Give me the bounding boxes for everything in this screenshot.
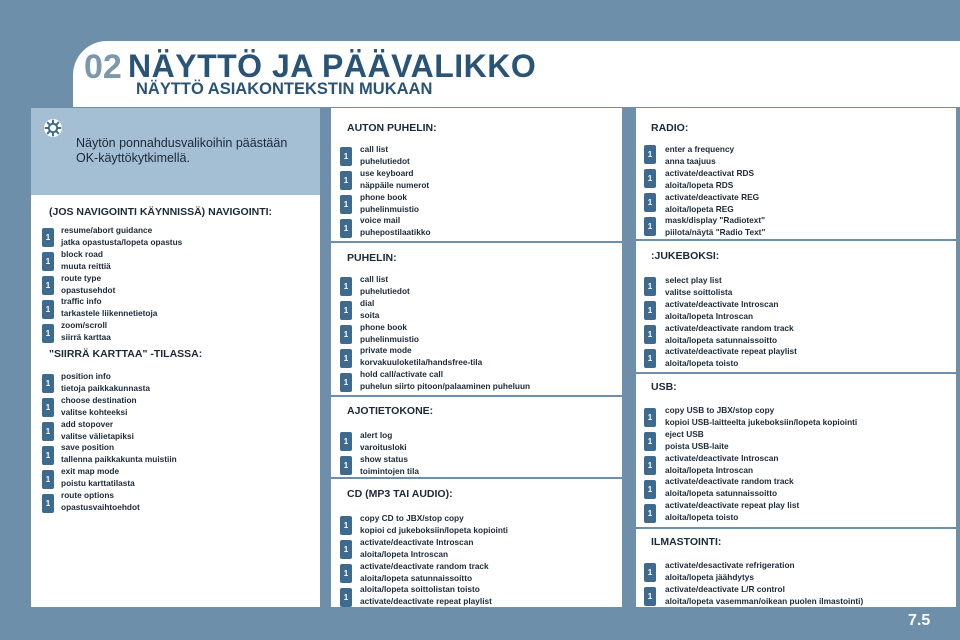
badge: 1 [42, 494, 54, 513]
badge: 1 [340, 432, 352, 451]
list-item: choose destination [61, 394, 137, 405]
badge: 1 [42, 276, 54, 295]
list-item: puhelun siirto pitoon/palaaminen puheluun [360, 381, 531, 392]
badge: 1 [644, 587, 656, 606]
list-item: aloita/lopeta REG [665, 203, 734, 214]
list-item: puhelinmuistio [360, 203, 419, 214]
list-item: add stopover [61, 418, 114, 429]
badge: 1 [340, 373, 352, 392]
list-item: traffic info [61, 296, 102, 307]
chapter-number: 02 [84, 48, 122, 86]
list-item: route options [61, 490, 115, 501]
list-item: jatka opastusta/lopeta opastus [61, 236, 183, 247]
list-item: puhepostilaatikko [360, 227, 431, 238]
list-item: aloita/lopeta Introscan [360, 548, 449, 559]
badge: 1 [340, 588, 352, 607]
section-title-jukebox: :JUKEBOKSI: [651, 250, 720, 262]
list-item: activate/deactivate repeat playlist [360, 596, 492, 607]
badge: 1 [340, 349, 352, 368]
list-item: toimintojen tila [360, 465, 419, 476]
badge: 1 [644, 504, 656, 523]
badge: 1 [644, 145, 656, 164]
section-title-phone: PUHELIN: [347, 252, 397, 264]
list-item: muuta reittiä [61, 260, 111, 271]
badge: 1 [340, 171, 352, 190]
badge: 1 [644, 480, 656, 499]
list-item: aloita/lopeta toisto [665, 512, 739, 523]
list-item: puhelutiedot [360, 285, 410, 296]
list-climate [665, 560, 863, 608]
list-item: private mode [360, 345, 412, 356]
list-item: anna taajuus [665, 155, 716, 166]
section-title-usb: USB: [651, 381, 677, 393]
badge: 1 [340, 195, 352, 214]
list-item: eject USB [665, 428, 704, 439]
column-navigation [31, 108, 320, 607]
badge: 1 [644, 277, 656, 296]
list-item: zoom/scroll [61, 320, 108, 331]
section-title-navigation: (JOS NAVIGOINTI KÄYNNISSÄ) NAVIGOINTI: [49, 206, 273, 218]
list-item: tietoja paikkakunnasta [61, 382, 150, 393]
badge: 1 [340, 219, 352, 238]
list-item: aloita/lopeta satunnaissoitto [665, 488, 778, 499]
badge: 1 [644, 349, 656, 368]
badge: 1 [644, 217, 656, 236]
page-number: 7.5 [908, 612, 931, 629]
list-item: exit map mode [61, 466, 120, 477]
list-item: aloita/lopeta soittolistan toisto [360, 584, 480, 595]
list-item: puhelinmuistio [360, 333, 419, 344]
divider [636, 527, 956, 529]
list-item: puhelutiedot [360, 155, 410, 166]
divider [331, 395, 622, 397]
list-item: select play list [665, 275, 722, 285]
badge: 1 [644, 408, 656, 427]
list-car-phone [360, 144, 431, 239]
page-subtitle: NÄYTTÖ ASIAKONTEKSTIN MUKAAN [136, 80, 433, 98]
section-title-car-phone: AUTON PUHELIN: [347, 122, 437, 134]
list-item: activate/deactivate REG [665, 191, 760, 202]
badge: 1 [42, 228, 54, 247]
badge: 1 [42, 374, 54, 393]
badge: 1 [340, 564, 352, 583]
list-item: tarkastele liikennetietoja [61, 308, 158, 319]
list-item: resume/abort guidance [61, 225, 153, 235]
list-item: opastusehdot [61, 284, 116, 295]
divider [636, 372, 956, 374]
info-line-1: Näytön ponnahdusvalikoihin päästään [76, 136, 288, 150]
badge: 1 [644, 563, 656, 582]
badge: 1 [644, 456, 656, 475]
section-title-trip-computer: AJOTIETOKONE: [347, 405, 434, 417]
list-item: aloita/lopeta toisto [665, 358, 739, 369]
list-phone [360, 274, 530, 393]
list-item: valitse kohteeksi [61, 406, 128, 417]
gear-icon [43, 118, 63, 138]
list-trip-computer [360, 430, 419, 478]
column-phone-media [331, 108, 622, 607]
list-item: copy USB to JBX/stop copy [665, 405, 775, 415]
list-item: piilota/näytä "Radio Text" [665, 227, 766, 238]
badge: 1 [340, 147, 352, 166]
divider [636, 239, 956, 241]
list-item: kopioi USB-laitteelta jukeboksiin/lopeta kopiointi [665, 416, 858, 427]
list-item: activate/deactivate L/R control [665, 583, 785, 594]
badge: 1 [340, 301, 352, 320]
list-item: activate/deactivate Introscan [665, 452, 779, 463]
list-item: aloita/lopeta vasemman/oikean puolen ilmastointi) [665, 595, 864, 606]
badge: 1 [644, 432, 656, 451]
list-item: näppäile numerot [360, 179, 430, 190]
badge: 1 [644, 325, 656, 344]
list-navigation [61, 225, 182, 344]
divider [331, 241, 622, 243]
list-item: alert log [360, 430, 393, 440]
list-item: hold call/activate call [360, 369, 444, 380]
list-item: use keyboard [360, 167, 414, 178]
info-box [31, 108, 320, 195]
info-line-2: OK-käyttökytkimellä. [76, 151, 190, 165]
list-item: valitse välietapiksi [61, 430, 134, 441]
list-item: tallenna paikkakunta muistiin [61, 454, 177, 465]
list-item: show status [360, 453, 408, 464]
list-item: activate/deactivate repeat play list [665, 500, 800, 511]
list-item: activate/deactivate random track [665, 322, 794, 333]
list-item: call list [360, 144, 389, 154]
list-item: siirrä karttaa [61, 332, 111, 343]
badge: 1 [340, 456, 352, 475]
badge: 1 [340, 516, 352, 535]
list-item: mask/display "Radiotext" [665, 215, 766, 226]
list-item: save position [61, 442, 115, 453]
list-item: call list [360, 274, 389, 284]
badge: 1 [644, 169, 656, 188]
badge: 1 [42, 398, 54, 417]
list-item: dial [360, 297, 375, 308]
list-usb [665, 405, 857, 524]
divider [331, 477, 622, 479]
badge: 1 [42, 324, 54, 343]
list-item: activate/deactivate random track [360, 560, 489, 571]
list-item: aloita/lopeta Introscan [665, 464, 754, 475]
list-item: aloita/lopeta satunnaissoitto [360, 572, 473, 583]
list-item: position info [61, 371, 111, 381]
list-item: activate/deactivat RDS [665, 167, 755, 178]
column-audio-climate [636, 108, 956, 607]
list-item: phone book [360, 191, 408, 202]
list-item: copy CD to JBX/stop copy [360, 513, 464, 523]
badge: 1 [644, 301, 656, 320]
list-item: enter a frequency [665, 144, 735, 154]
list-item: poista USB-laite [665, 440, 729, 451]
list-cd [360, 513, 508, 608]
list-item: aloita/lopeta RDS [665, 179, 734, 190]
badge: 1 [644, 193, 656, 212]
list-item: voice mail [360, 215, 401, 226]
section-title-radio: RADIO: [651, 122, 689, 134]
list-item: valitse soittolista [665, 286, 733, 297]
info-text [76, 136, 311, 166]
section-title-climate: ILMASTOINTI: [651, 536, 722, 548]
list-item: opastusvaihtoehdot [61, 501, 140, 512]
list-item: activate/deactivate repeat playlist [665, 346, 797, 357]
badge: 1 [42, 252, 54, 271]
list-item: korvakuuloketila/handsfree-tila [360, 357, 483, 368]
list-radio [665, 144, 765, 239]
list-item: aloita/lopeta Introscan [665, 310, 754, 321]
list-item: phone book [360, 321, 408, 332]
list-item: aloita/lopeta satunnaissoitto [665, 334, 778, 345]
badge: 1 [42, 300, 54, 319]
list-item: soita [360, 309, 380, 320]
section-title-move-map: "SIIRRÄ KARTTAA" -TILASSA: [49, 348, 203, 360]
list-item: activate/deactivate random track [665, 476, 794, 487]
list-jukebox [665, 275, 797, 370]
section-title-cd: CD (MP3 TAI AUDIO): [347, 488, 453, 500]
badge: 1 [42, 422, 54, 441]
list-item: route type [61, 272, 102, 283]
list-item: varoitusloki [360, 441, 407, 452]
badge: 1 [42, 446, 54, 465]
list-item: activate/desactivate refrigeration [665, 560, 795, 570]
badge: 1 [340, 325, 352, 344]
list-item: poistu karttatilasta [61, 478, 135, 489]
badge: 1 [42, 470, 54, 489]
badge: 1 [340, 540, 352, 559]
list-move-map [61, 371, 177, 514]
list-item: aloita/lopeta jäähdytys [665, 571, 754, 582]
list-item: activate/deactivate Introscan [665, 298, 779, 309]
list-item: activate/deactivate Introscan [360, 536, 474, 547]
list-item: kopioi cd jukeboksiin/lopeta kopiointi [360, 524, 508, 535]
badge: 1 [340, 277, 352, 296]
list-item: block road [61, 248, 103, 259]
page-title: NÄYTTÖ JA PÄÄVALIKKO [128, 48, 537, 84]
